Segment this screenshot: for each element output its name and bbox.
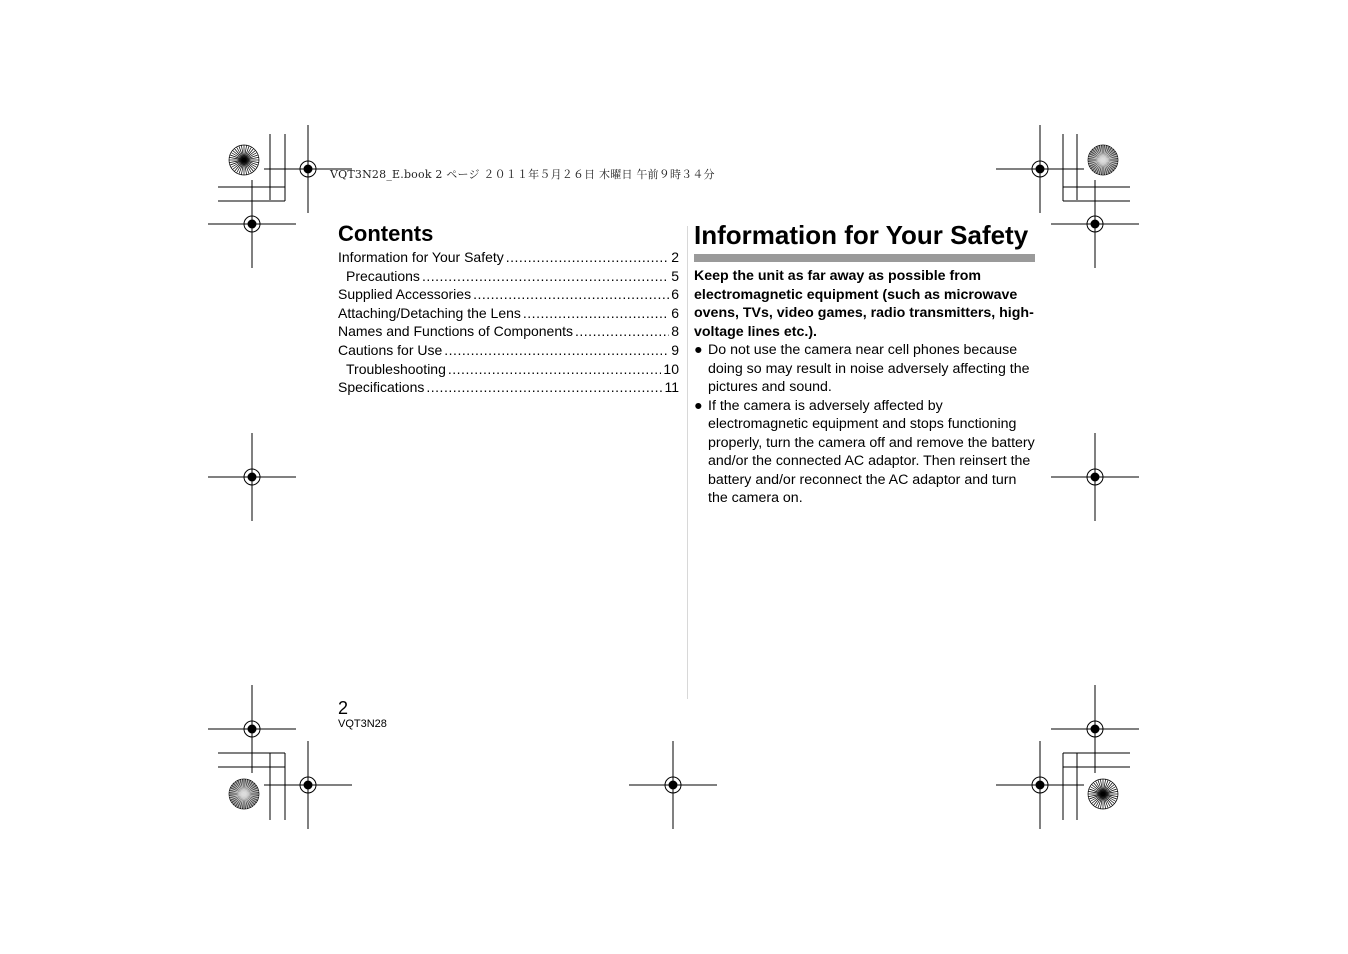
page-number: 2 xyxy=(338,698,349,718)
toc-entry-label: Troubleshooting xyxy=(346,360,446,377)
color-target-icon xyxy=(1088,145,1118,175)
heading-underline-bar xyxy=(694,254,1035,262)
bullet-icon: ● xyxy=(694,397,703,414)
toc-entry-label: Specifications xyxy=(338,379,425,396)
toc-entry-page: 10 xyxy=(663,360,679,377)
registration-mark-icon xyxy=(996,741,1084,829)
toc-entry-label: Names and Functions of Components xyxy=(338,323,574,340)
toc-entry-page: 8 xyxy=(671,323,679,340)
toc-leader-dots xyxy=(448,361,662,377)
registration-mark-icon xyxy=(629,741,717,829)
bullet-icon: ● xyxy=(694,342,703,358)
toc-entry[interactable] xyxy=(338,249,679,268)
toc-entry[interactable] xyxy=(338,379,679,398)
toc-entry[interactable] xyxy=(338,268,679,287)
color-target-icon xyxy=(229,145,259,175)
registration-mark-icon xyxy=(264,741,352,829)
model-code: VQT3N28 xyxy=(338,718,387,730)
registration-mark-icon xyxy=(208,433,296,521)
toc-leader-dots xyxy=(506,249,669,265)
toc-entry-label: Precautions xyxy=(346,267,420,284)
toc-entry-label: Attaching/Detaching the Lens xyxy=(338,304,521,321)
toc-leader-dots xyxy=(473,286,669,302)
toc-entry-page: 6 xyxy=(671,286,679,303)
toc-leader-dots xyxy=(523,305,669,321)
registration-mark-icon xyxy=(1051,433,1139,521)
registration-mark-icon xyxy=(208,685,296,773)
toc-entry[interactable] xyxy=(338,361,679,380)
toc-entry-label: Information for Your Safety xyxy=(338,249,504,265)
registration-mark-icon xyxy=(208,180,296,268)
toc-entry[interactable] xyxy=(338,305,679,324)
color-target-icon xyxy=(229,779,259,809)
toc-entry-label: Supplied Accessories xyxy=(338,286,472,303)
toc-entry-page: 9 xyxy=(671,341,679,358)
color-target-icon xyxy=(1088,779,1118,809)
registration-mark-icon xyxy=(1051,685,1139,773)
toc-leader-dots xyxy=(444,342,669,358)
bullet-text: Do not use the camera near cell phones because doing so may result in noise adversely affecting the pictures and sound. xyxy=(708,342,1030,395)
toc-entry[interactable] xyxy=(338,286,679,305)
toc-leader-dots xyxy=(426,379,662,395)
toc-leader-dots xyxy=(575,323,669,339)
contents-heading: Contents xyxy=(338,221,434,246)
table-of-contents xyxy=(338,249,679,398)
bullet-text: If the camera is adversely affected by electromagnetic equipment and stops functioning properly, turn the camera off and remove the battery and/or the connected AC adaptor. Then reinsert the battery and/or reconnect the AC adaptor and turn the camera on. xyxy=(708,397,1035,506)
column-divider xyxy=(687,226,688,699)
toc-entry-label: Cautions for Use xyxy=(338,341,443,358)
toc-entry[interactable] xyxy=(338,342,679,361)
safety-bullet xyxy=(694,397,1039,508)
safety-intro: Keep the unit as far away as possible from electromagnetic equipment (such as microwave ovens, TVs, video games, radio transmitters, high-voltage lines etc.). xyxy=(694,268,1034,340)
toc-entry[interactable] xyxy=(338,323,679,342)
print-header-info: VQT3N28_E.book 2 ページ ２０１１年５月２６日 木曜日 午前９時３４分 xyxy=(330,168,715,181)
toc-entry-page: 6 xyxy=(671,304,679,321)
toc-leader-dots xyxy=(422,268,669,284)
toc-entry-page: 5 xyxy=(671,267,679,284)
safety-heading: Information for Your Safety xyxy=(694,220,1029,250)
registration-mark-icon xyxy=(996,125,1084,213)
safety-bullet xyxy=(694,341,1039,397)
toc-entry-page: 11 xyxy=(664,379,679,396)
toc-entry-page: 2 xyxy=(671,249,679,265)
registration-mark-icon xyxy=(1051,180,1139,268)
safety-section xyxy=(694,267,1039,508)
